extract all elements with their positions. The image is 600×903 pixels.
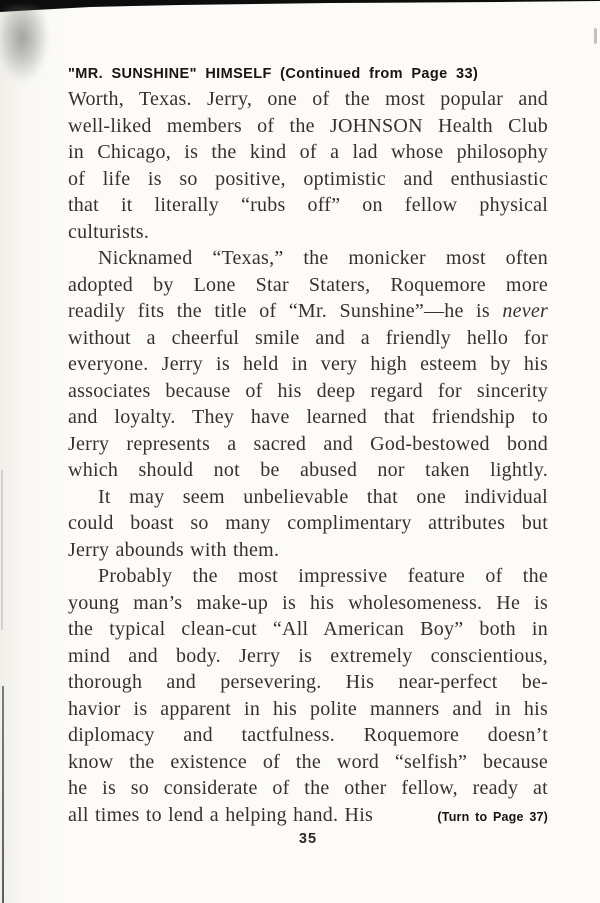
- paragraph: [68, 86, 548, 245]
- text-line: the typical clean-cut “All American Boy” both in: [68, 618, 548, 640]
- text-line: could boast so many complimentary attributes but: [68, 512, 548, 534]
- paragraph: [68, 484, 548, 564]
- text-line: everyone. Jerry is held in very high esteem by his: [68, 353, 548, 375]
- text-line: well-liked members of the JOHNSON Health Club: [68, 114, 548, 137]
- text-segment: all times to lend a helping hand. His: [68, 803, 374, 826]
- text-line: [68, 802, 548, 829]
- text-line: of life is so positive, optimistic and enthusiastic: [68, 167, 548, 190]
- text-line: he is so considerate of the other fellow, ready at: [68, 777, 548, 799]
- text-line: Worth, Texas. Jerry, one of the most popular and: [68, 88, 548, 110]
- text-line: adopted by Lone Star Staters, Roquemore more: [68, 273, 548, 296]
- text-line: without a cheerful smile and a friendly hello for: [68, 326, 548, 349]
- text-line: Nicknamed “Texas,” the monicker most often: [98, 247, 548, 269]
- text-line: thorough and persevering. His near-perfect be-: [68, 671, 548, 693]
- text-line: It may seem unbelievable that one individual: [98, 485, 548, 508]
- text-line: Jerry abounds with them.: [68, 538, 280, 561]
- text-line: in Chicago, is the kind of a lad whose philosophy: [68, 141, 548, 163]
- scan-artifact-right-tick: [594, 28, 597, 44]
- text-line: havior is apparent in his polite manners and in his: [68, 697, 548, 720]
- article-heading: "MR. SUNSHINE" HIMSELF (Continued from Page 33): [68, 66, 479, 82]
- scan-artifact-top-edge: [0, 0, 600, 12]
- text-line: culturists.: [68, 220, 150, 243]
- italic-word: never: [502, 300, 549, 322]
- text-line: Jerry represents a sacred and God-bestowed bond: [68, 432, 548, 455]
- text-line: young man’s make-up is his wholesomeness. He is: [68, 591, 548, 614]
- text-line: which should not be abused nor taken lightly.: [68, 459, 548, 481]
- text-line: that it literally “rubs off” on fellow physical: [68, 194, 548, 216]
- page-number: 35: [298, 831, 318, 847]
- text-line: diplomacy and tactfulness. Roquemore doesn’t: [68, 724, 548, 746]
- scan-artifact-left-line: [2, 686, 4, 903]
- scan-artifact-smudge: [0, 6, 66, 166]
- scan-artifact-left-line-faint: [1, 470, 3, 630]
- text-line: know the existence of the word “selfish” because: [68, 750, 548, 773]
- text-line: mind and body. Jerry is extremely conscientious,: [68, 644, 548, 667]
- text-segment: readily fits the title of “Mr. Sunshine”—he is: [68, 300, 490, 322]
- text-line: [68, 298, 548, 325]
- text-line: associates because of his deep regard for sincerity: [68, 379, 548, 402]
- turn-to-page-note: (Turn to Page 37): [437, 809, 548, 824]
- text-line: Probably the most impressive feature of the: [98, 565, 548, 587]
- text-line: and loyalty. They have learned that friendship to: [68, 406, 548, 428]
- text-column: [68, 66, 548, 828]
- paragraph: [68, 245, 548, 484]
- paragraph: [68, 563, 548, 828]
